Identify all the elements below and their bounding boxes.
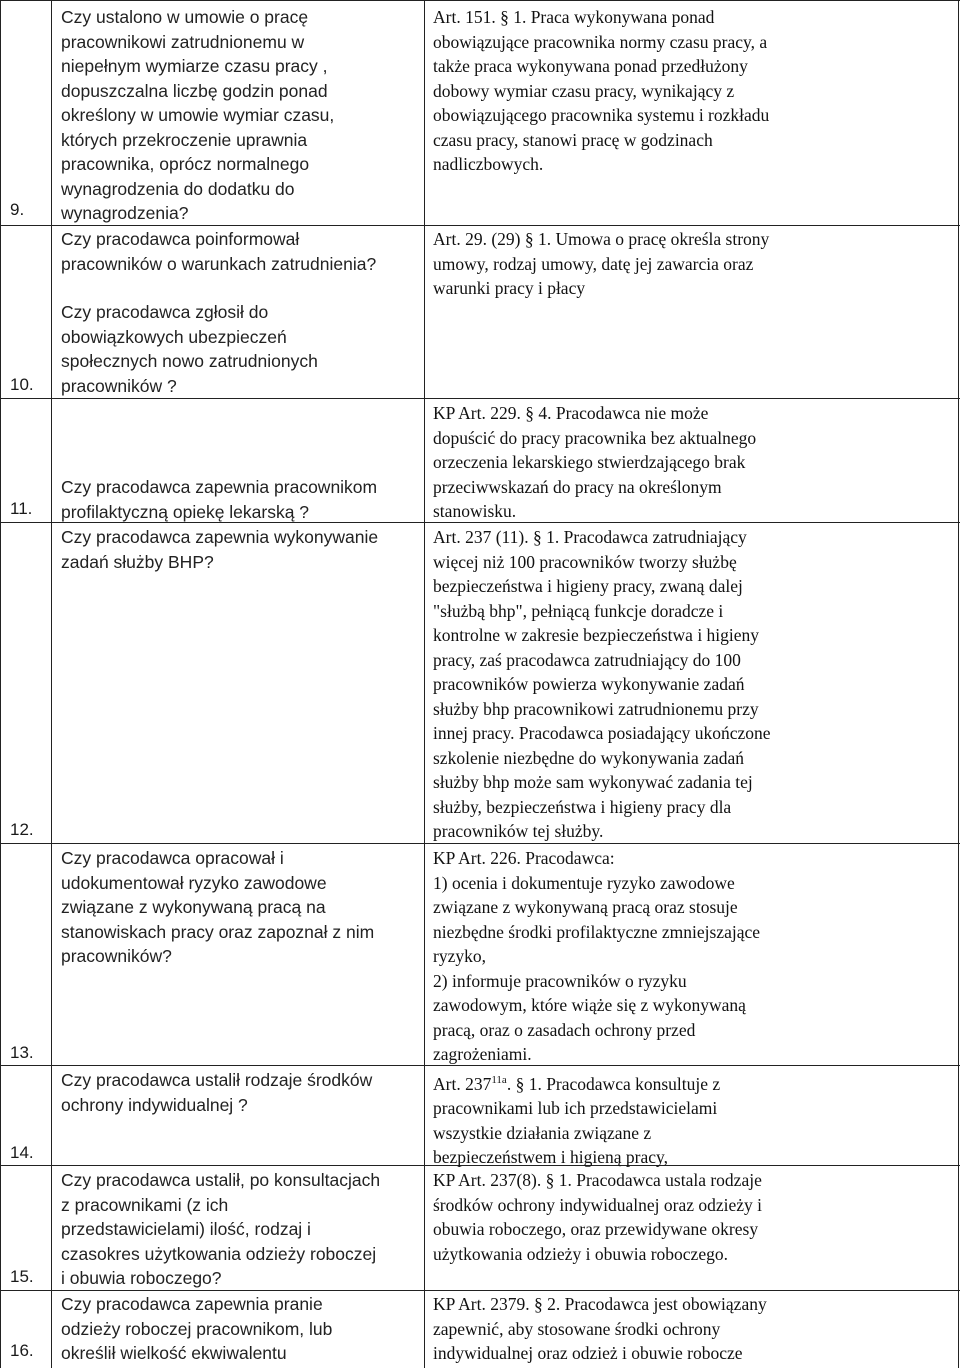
- legal-reference-art-29: [433, 227, 953, 301]
- text-line: Art. 29. (29) § 1. Umowa o pracę określa strony: [433, 229, 770, 249]
- text-line: Czy ustalono w umowie o pracę: [61, 7, 309, 27]
- text-line: udokumentował ryzyko zawodowe: [61, 872, 327, 893]
- text-line: środków ochrony indywidualnej oraz odzieży i: [433, 1194, 763, 1215]
- question-text: [61, 846, 421, 969]
- text-line: Art. 151. § 1. Praca wykonywana ponad: [433, 7, 715, 27]
- legal-reference-art-229: [433, 401, 953, 524]
- legal-reference-body: [433, 1096, 953, 1170]
- text-line: przeciwwskazań do pracy na określonym: [433, 476, 722, 497]
- text-line: dopuszczalna liczbę godzin ponad: [61, 80, 328, 101]
- text-line: Czy pracodawca zapewnia pracownikom: [61, 477, 378, 497]
- text-line: nadliczbowych.: [433, 154, 544, 174]
- question-text: [61, 1068, 421, 1117]
- text-line: KP Art. 229. § 4. Pracodawca nie może: [433, 403, 709, 423]
- text-line: niezbędne środki profilaktyczne zmniejszające: [433, 921, 760, 942]
- text-line: bezpieczeństwem i higieną pracy,: [433, 1147, 669, 1168]
- legal-reference-heading: Art. $237^{11a}$. § 1. Pracodawca konsultuje z: [433, 1073, 721, 1094]
- number-column-divider: [51, 0, 52, 1368]
- text-line: pracownikowi zatrudnionemu w: [61, 31, 305, 52]
- text-line: 2) informuje pracowników o ryzyku: [433, 970, 687, 991]
- text-line: zagrożeniami.: [433, 1044, 532, 1064]
- question-text: [61, 1168, 421, 1291]
- text-line: KP Art. 2379. § 2. Pracodawca jest obowiązany: [433, 1294, 767, 1314]
- text-line: Czy pracodawca zapewnia pranie: [61, 1294, 323, 1314]
- text-line: służby, bezpieczeństwa i higieny pracy dla: [433, 796, 732, 817]
- text-line: Czy pracodawca ustalił, po konsultacjach: [61, 1170, 381, 1190]
- text-line: szkolenie niezbędne do wykonywania zadań: [433, 747, 744, 768]
- text-line: pracownikami lub ich przedstawicielami: [433, 1098, 718, 1119]
- row-number: 9.: [10, 200, 25, 219]
- text-line: "służbą bhp", pełniącą funkcje doradcze i: [433, 600, 724, 621]
- text-line: profilaktyczną opiekę lekarską ?: [61, 501, 310, 522]
- text-line: pracowników tej służby.: [433, 821, 604, 841]
- row-number: 13.: [10, 1043, 34, 1062]
- text-line: Czy pracodawca poinformował: [61, 229, 300, 249]
- text-line: pracowników?: [61, 946, 172, 966]
- text-line: dobowy wymiar czasu pracy, wynikający z: [433, 80, 735, 101]
- question-text: [61, 5, 421, 226]
- question-text: [61, 300, 421, 398]
- text-line: ochrony indywidualnej ?: [61, 1094, 248, 1115]
- text-line: ryzyko,: [433, 946, 486, 966]
- text-line: i obuwia roboczego?: [61, 1268, 222, 1288]
- text-line: kontrolne w zakresie bezpieczeństwa i higieny: [433, 625, 760, 645]
- text-line: czasokres użytkowania odzieży roboczej: [61, 1243, 377, 1264]
- row-number: 11.: [10, 499, 33, 518]
- question-column-divider: [424, 0, 425, 1368]
- text-line: innej pracy. Pracodawca posiadający ukończone: [433, 723, 771, 743]
- text-line: indywidualnej oraz odzież i obuwie robocze: [433, 1343, 743, 1363]
- text-line: służby bhp może sam wykonywać zadania tej: [433, 772, 753, 792]
- row-number: 10.: [10, 375, 34, 394]
- text-line: Art. 237 (11). § 1. Pracodawca zatrudniający: [433, 527, 747, 547]
- text-line: użytkowania odzieży i obuwia roboczego.: [433, 1243, 728, 1264]
- text-line: obowiązującego pracownika systemu i rozkładu: [433, 105, 770, 125]
- text-line: KP Art. 237(8). § 1. Pracodawca ustala rodzaje: [433, 1170, 762, 1190]
- text-line: stanowisku.: [433, 501, 517, 521]
- text-line: KP Art. 226. Pracodawca:: [433, 848, 615, 868]
- text-line: umowy, rodzaj umowy, datę jej zawarcia oraz: [433, 253, 754, 274]
- legal-reference-art-226: [433, 846, 953, 1067]
- text-line: z pracownikami (z ich: [61, 1194, 229, 1215]
- text-line: pracowników powierza wykonywanie zadań: [433, 674, 745, 694]
- text-line: przedstawicielami) ilość, rodzaj i: [61, 1219, 311, 1239]
- superscript: 11a: [491, 1074, 507, 1086]
- text-line: obowiązkowych ubezpieczeń: [61, 326, 287, 347]
- text-line: których przekroczenie uprawnia: [61, 129, 308, 150]
- text-line: orzeczenia lekarskiego stwierdzającego brak: [433, 452, 746, 472]
- question-text: [61, 227, 421, 276]
- text-line: wszystkie działania związane z: [433, 1122, 652, 1143]
- text-line: zapewnić, aby stosowane środki ochrony: [433, 1318, 721, 1339]
- text-line: więcej niż 100 pracowników tworzy służbę: [433, 551, 737, 572]
- text-line: bezpieczeństwa i higieny pracy, zwaną dalej: [433, 576, 743, 596]
- text-line: Czy pracodawca zgłosił do: [61, 302, 269, 322]
- text-line: określony w umowie wymiar czasu,: [61, 105, 335, 125]
- text-line: także praca wykonywana ponad przedłużony: [433, 56, 748, 76]
- text-line: społecznych nowo zatrudnionych: [61, 351, 318, 371]
- text-line: odzieży roboczej pracownikom, lub: [61, 1318, 333, 1339]
- text-line: określił wielkość ekwiwalentu: [61, 1343, 287, 1363]
- question-text: [61, 475, 421, 524]
- text-line: niepełnym wymiarze czasu pracy ,: [61, 56, 328, 76]
- text-line: wynagrodzenia?: [61, 203, 189, 223]
- left-border: [0, 0, 1, 1368]
- text-line: pracą, oraz o zasadach ochrony przed: [433, 1019, 696, 1040]
- row-number: 14.: [10, 1143, 34, 1162]
- text-line: pracownika, oprócz normalnego: [61, 154, 310, 174]
- row-number: 16.: [10, 1341, 34, 1360]
- legal-reference-art-151: [433, 5, 953, 177]
- text-line: służby bhp pracownikowi zatrudnionemu przy: [433, 698, 759, 719]
- right-border: [958, 0, 959, 1368]
- legal-reference-art-237-11: [433, 525, 953, 844]
- legal-reference-art-237-11a: [433, 1068, 953, 1170]
- text-line: dopuścić do pracy pracownika bez aktualnego: [433, 427, 757, 448]
- text-line: pracowników o warunkach zatrudnienia?: [61, 253, 377, 274]
- text-line: zadań służby BHP?: [61, 551, 214, 572]
- text-line: Czy pracodawca opracował i: [61, 848, 284, 868]
- text-line: czasu pracy, stanowi pracę w godzinach: [433, 129, 713, 150]
- legal-reference-art-2379: [433, 1292, 953, 1366]
- question-text: [61, 1292, 421, 1366]
- text-line: pracy, zaś pracodawca zatrudniający do 100: [433, 649, 741, 670]
- text-line: wynagrodzenia do dodatku do: [61, 178, 295, 199]
- text-line: warunki pracy i płacy: [433, 278, 586, 298]
- text-line: obuwia roboczego, oraz przewidywane okresy: [433, 1219, 759, 1239]
- text-line: Czy pracodawca zapewnia wykonywanie: [61, 527, 379, 547]
- legal-reference-art-237-8: [433, 1168, 953, 1266]
- question-text: [61, 525, 421, 574]
- text-line: Czy pracodawca ustalił rodzaje środków: [61, 1070, 373, 1090]
- text-line: 1) ocenia i dokumentuje ryzyko zawodowe: [433, 872, 735, 893]
- text-line: zawodowym, które wiąże się z wykonywaną: [433, 995, 746, 1015]
- text-line: związane z wykonywaną pracą na: [61, 897, 326, 917]
- row-number: 12.: [10, 820, 34, 839]
- text-line: związane z wykonywaną pracą oraz stosuje: [433, 897, 738, 917]
- text-line: pracowników ?: [61, 375, 177, 396]
- row-number: 15.: [10, 1267, 34, 1286]
- text-line: stanowiskach pracy oraz zapoznał z nim: [61, 921, 375, 942]
- text-line: obowiązujące pracownika normy czasu pracy, a: [433, 31, 768, 52]
- top-border: [0, 0, 960, 1]
- row-divider-10: [0, 398, 960, 399]
